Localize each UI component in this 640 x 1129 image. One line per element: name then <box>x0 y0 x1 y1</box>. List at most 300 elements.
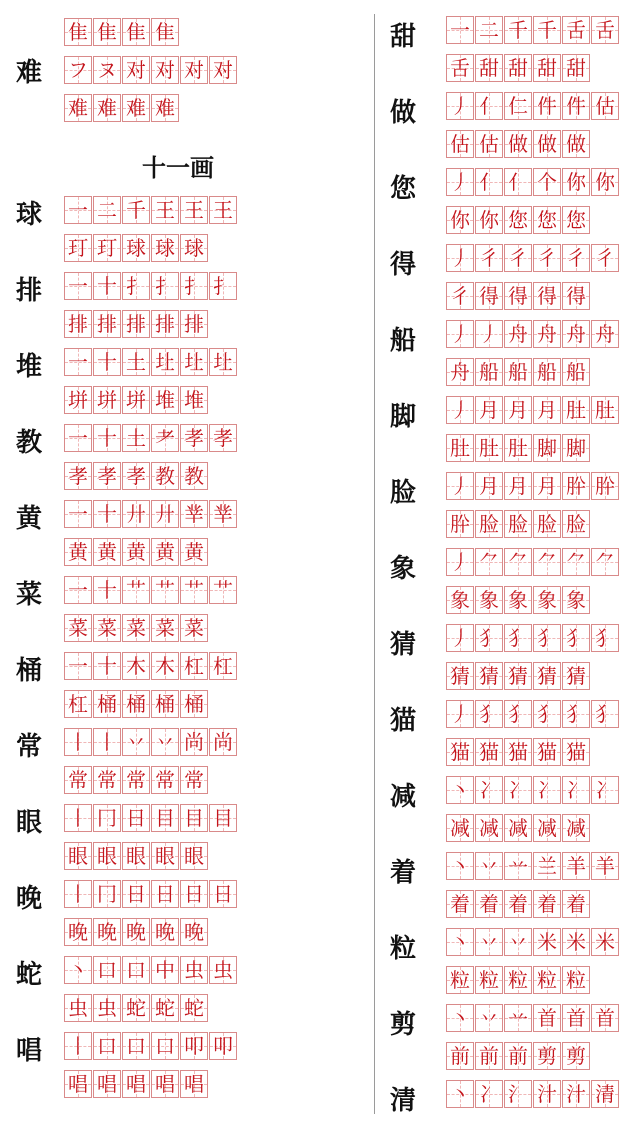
stroke-cell: 做 <box>533 130 561 158</box>
target-character: 常 <box>15 732 42 762</box>
stroke-row <box>446 282 591 310</box>
stroke-cell: 中 <box>151 956 179 984</box>
stroke-row <box>64 500 238 528</box>
stroke-cell: 犭 <box>562 624 590 652</box>
stroke-cell: 木 <box>151 652 179 680</box>
stroke-cell: 桶 <box>180 690 208 718</box>
stroke-row <box>64 614 209 642</box>
stroke-row <box>446 92 620 120</box>
stroke-cell: 丿 <box>446 168 474 196</box>
stroke-cell: 唱 <box>151 1070 179 1098</box>
stroke-cell: 猫 <box>475 738 503 766</box>
stroke-cell: 丷 <box>504 928 532 956</box>
stroke-cell: 月 <box>533 472 561 500</box>
stroke-cell: 丿 <box>475 320 503 348</box>
stroke-cell: 月 <box>504 396 532 424</box>
stroke-cell: 堆 <box>180 386 208 414</box>
stroke-cell: 口 <box>151 1032 179 1060</box>
stroke-cell: 难 <box>64 94 92 122</box>
stroke-cell: 叩 <box>180 1032 208 1060</box>
stroke-cell: 冫 <box>475 776 503 804</box>
stroke-cell: 您 <box>533 206 561 234</box>
stroke-row <box>446 54 591 82</box>
stroke-cell: 目 <box>151 804 179 832</box>
stroke-cell: 估 <box>475 130 503 158</box>
stroke-cell: 粒 <box>562 966 590 994</box>
stroke-cell: 得 <box>475 282 503 310</box>
stroke-row <box>446 358 591 386</box>
stroke-cell: 肚 <box>562 396 590 424</box>
stroke-cell: 脸 <box>475 510 503 538</box>
stroke-cell: 十 <box>93 272 121 300</box>
stroke-cell: 亻 <box>504 168 532 196</box>
stroke-cell: 丨 <box>64 880 92 908</box>
stroke-cell: 肸 <box>446 510 474 538</box>
stroke-cell: 土 <box>122 424 150 452</box>
stroke-cell: 你 <box>446 206 474 234</box>
stroke-cell: 猫 <box>446 738 474 766</box>
stroke-row <box>64 196 238 224</box>
stroke-cell: 孝 <box>209 424 237 452</box>
stroke-cell: 艹 <box>151 576 179 604</box>
stroke-cell: 肚 <box>475 434 503 462</box>
stroke-cell: 廾 <box>122 500 150 528</box>
stroke-cell: 晚 <box>180 918 208 946</box>
stroke-cell: ⺈ <box>562 548 590 576</box>
stroke-cell: 孝 <box>93 462 121 490</box>
stroke-cell: 圵 <box>209 348 237 376</box>
stroke-cell: 船 <box>533 358 561 386</box>
stroke-cell: 脸 <box>533 510 561 538</box>
stroke-cell: 艹 <box>209 576 237 604</box>
stroke-cell: 日 <box>151 880 179 908</box>
stroke-cell: 丨 <box>64 1032 92 1060</box>
stroke-cell: 肸 <box>562 472 590 500</box>
stroke-row <box>64 94 180 122</box>
stroke-row <box>446 624 620 652</box>
stroke-cell: 垪 <box>64 386 92 414</box>
stroke-cell: 犭 <box>504 700 532 728</box>
stroke-row <box>64 234 209 262</box>
stroke-cell: 粒 <box>475 966 503 994</box>
stroke-cell: 王 <box>180 196 208 224</box>
stroke-row <box>64 348 238 376</box>
target-character: 球 <box>15 200 42 230</box>
stroke-cell: 对 <box>122 56 150 84</box>
stroke-cell: フ <box>64 56 92 84</box>
target-character: 您 <box>389 174 416 204</box>
stroke-cell: 首 <box>591 1004 619 1032</box>
stroke-cell: 粒 <box>504 966 532 994</box>
target-character: 黄 <box>15 504 42 534</box>
stroke-cell: 艹 <box>180 576 208 604</box>
stroke-cell: 常 <box>180 766 208 794</box>
stroke-cell: 日 <box>209 880 237 908</box>
stroke-cell: 二 <box>475 16 503 44</box>
stroke-cell: 着 <box>562 890 590 918</box>
target-character: 唱 <box>15 1036 42 1066</box>
stroke-cell: 米 <box>533 928 561 956</box>
stroke-cell: 冫 <box>504 776 532 804</box>
stroke-cell: 丿 <box>446 320 474 348</box>
stroke-cell: 䒑 <box>504 852 532 880</box>
section-title: 十一画 <box>142 153 214 182</box>
stroke-cell: 虫 <box>93 994 121 1022</box>
stroke-cell: 着 <box>446 890 474 918</box>
stroke-cell: 彳 <box>533 244 561 272</box>
stroke-cell: 犭 <box>533 624 561 652</box>
stroke-cell: 玎 <box>93 234 121 262</box>
stroke-cell: 杠 <box>64 690 92 718</box>
target-character: 猫 <box>389 706 416 736</box>
stroke-row <box>446 434 591 462</box>
stroke-cell: 对 <box>151 56 179 84</box>
stroke-row <box>64 956 238 984</box>
stroke-row <box>64 842 209 870</box>
target-character: 难 <box>15 58 42 88</box>
stroke-row <box>446 396 620 424</box>
stroke-cell: 羊 <box>562 852 590 880</box>
stroke-cell: 隹 <box>122 18 150 46</box>
stroke-cell: 千 <box>533 16 561 44</box>
stroke-row <box>64 766 209 794</box>
stroke-cell: 千 <box>122 196 150 224</box>
stroke-cell: 圵 <box>151 348 179 376</box>
stroke-cell: 羊 <box>591 852 619 880</box>
stroke-cell: 黄 <box>122 538 150 566</box>
stroke-cell: 教 <box>151 462 179 490</box>
stroke-row <box>446 662 591 690</box>
stroke-cell: 难 <box>151 94 179 122</box>
stroke-cell: 首 <box>562 1004 590 1032</box>
stroke-cell: 对 <box>180 56 208 84</box>
stroke-cell: 菜 <box>122 614 150 642</box>
stroke-row <box>446 586 591 614</box>
stroke-row <box>446 206 591 234</box>
stroke-cell: 彳 <box>562 244 590 272</box>
stroke-cell: 眼 <box>180 842 208 870</box>
stroke-row <box>446 510 591 538</box>
stroke-cell: 猫 <box>504 738 532 766</box>
stroke-cell: 隹 <box>151 18 179 46</box>
stroke-cell: 丶 <box>64 956 92 984</box>
stroke-cell: 垪 <box>93 386 121 414</box>
stroke-cell: 冂 <box>93 880 121 908</box>
stroke-cell: 一 <box>64 196 92 224</box>
stroke-cell: 垪 <box>122 386 150 414</box>
stroke-row <box>446 130 591 158</box>
stroke-cell: 日 <box>180 880 208 908</box>
stroke-cell: 舟 <box>562 320 590 348</box>
target-character: 做 <box>389 98 416 128</box>
stroke-cell: 叩 <box>209 1032 237 1060</box>
stroke-cell: 眼 <box>122 842 150 870</box>
stroke-cell: 蛇 <box>122 994 150 1022</box>
target-character: 清 <box>389 1086 416 1116</box>
stroke-cell: 晚 <box>151 918 179 946</box>
stroke-cell: 虫 <box>180 956 208 984</box>
stroke-cell: 一 <box>64 424 92 452</box>
stroke-cell: 常 <box>151 766 179 794</box>
stroke-row <box>64 424 238 452</box>
target-character: 剪 <box>389 1010 416 1040</box>
stroke-cell: 脚 <box>533 434 561 462</box>
stroke-cell: 黄 <box>64 538 92 566</box>
stroke-cell: 一 <box>446 16 474 44</box>
stroke-cell: 难 <box>122 94 150 122</box>
stroke-cell: 得 <box>533 282 561 310</box>
stroke-cell: 木 <box>122 652 150 680</box>
column-divider <box>374 14 375 1114</box>
stroke-row <box>446 472 620 500</box>
stroke-cell: 排 <box>64 310 92 338</box>
stroke-cell: 你 <box>475 206 503 234</box>
stroke-cell: 扌 <box>180 272 208 300</box>
stroke-cell: 肸 <box>591 472 619 500</box>
stroke-cell: 脸 <box>504 510 532 538</box>
stroke-cell: 做 <box>562 130 590 158</box>
stroke-cell: 甜 <box>475 54 503 82</box>
target-character: 眼 <box>15 808 42 838</box>
stroke-cell: ⺈ <box>504 548 532 576</box>
stroke-cell: 彳 <box>475 244 503 272</box>
stroke-cell: 犭 <box>591 700 619 728</box>
stroke-cell: 丿 <box>446 548 474 576</box>
stroke-cell: 尚 <box>209 728 237 756</box>
stroke-row <box>446 966 591 994</box>
stroke-cell: 丷 <box>475 852 503 880</box>
stroke-row <box>64 1032 238 1060</box>
stroke-cell: 象 <box>446 586 474 614</box>
stroke-cell: 排 <box>122 310 150 338</box>
stroke-cell: 晚 <box>93 918 121 946</box>
stroke-cell: 做 <box>504 130 532 158</box>
stroke-cell: 丿 <box>446 244 474 272</box>
stroke-cell: 猜 <box>446 662 474 690</box>
stroke-cell: 一 <box>64 272 92 300</box>
stroke-cell: 亻 <box>475 168 503 196</box>
stroke-cell: ヌ <box>93 56 121 84</box>
stroke-cell: 月 <box>475 396 503 424</box>
stroke-cell: 黄 <box>151 538 179 566</box>
stroke-cell: 丨 <box>64 728 92 756</box>
stroke-row <box>446 852 620 880</box>
stroke-cell: 十 <box>93 652 121 680</box>
stroke-cell: 米 <box>562 928 590 956</box>
stroke-row <box>446 320 620 348</box>
stroke-cell: 仁 <box>504 92 532 120</box>
stroke-cell: 十 <box>93 500 121 528</box>
target-character: 粒 <box>389 934 416 964</box>
stroke-cell: 前 <box>446 1042 474 1070</box>
stroke-cell: 象 <box>533 586 561 614</box>
stroke-cell: 一 <box>64 652 92 680</box>
stroke-row <box>446 814 591 842</box>
stroke-cell: 难 <box>93 94 121 122</box>
stroke-cell: 丶 <box>446 928 474 956</box>
target-character: 得 <box>389 250 416 280</box>
stroke-row <box>446 928 620 956</box>
stroke-cell: 排 <box>151 310 179 338</box>
stroke-cell: 舟 <box>446 358 474 386</box>
stroke-cell: 猫 <box>533 738 561 766</box>
target-character: 脚 <box>389 402 416 432</box>
stroke-row <box>446 700 620 728</box>
stroke-cell: 唱 <box>180 1070 208 1098</box>
stroke-cell: 孝 <box>64 462 92 490</box>
stroke-cell: 犭 <box>591 624 619 652</box>
stroke-cell: 隹 <box>64 18 92 46</box>
stroke-cell: 丷 <box>475 928 503 956</box>
stroke-cell: 舟 <box>591 320 619 348</box>
stroke-cell: 彳 <box>504 244 532 272</box>
stroke-cell: 犭 <box>533 700 561 728</box>
stroke-cell: 教 <box>180 462 208 490</box>
stroke-cell: 肚 <box>446 434 474 462</box>
stroke-cell: 口 <box>93 956 121 984</box>
stroke-cell: ⺈ <box>591 548 619 576</box>
stroke-cell: 个 <box>533 168 561 196</box>
stroke-cell: 舟 <box>533 320 561 348</box>
stroke-cell: 十 <box>93 576 121 604</box>
stroke-cell: 玎 <box>64 234 92 262</box>
stroke-cell: 十 <box>93 424 121 452</box>
stroke-cell: 着 <box>475 890 503 918</box>
stroke-cell: 菜 <box>64 614 92 642</box>
stroke-cell: 口 <box>93 1032 121 1060</box>
stroke-cell: 桶 <box>122 690 150 718</box>
stroke-cell: 尚 <box>180 728 208 756</box>
stroke-cell: 丨 <box>64 804 92 832</box>
stroke-row <box>446 1080 620 1108</box>
target-character: 堆 <box>15 352 42 382</box>
stroke-cell: 减 <box>475 814 503 842</box>
stroke-cell: 艹 <box>122 576 150 604</box>
stroke-cell: 丨 <box>93 728 121 756</box>
stroke-cell: 隹 <box>93 18 121 46</box>
stroke-row <box>64 728 238 756</box>
stroke-cell: 排 <box>180 310 208 338</box>
stroke-cell: 王 <box>209 196 237 224</box>
stroke-cell: 减 <box>446 814 474 842</box>
stroke-cell: 彳 <box>591 244 619 272</box>
stroke-cell: 丷 <box>151 728 179 756</box>
stroke-cell: 丵 <box>180 500 208 528</box>
stroke-cell: 日 <box>122 804 150 832</box>
stroke-cell: 千 <box>504 16 532 44</box>
stroke-cell: 杠 <box>180 652 208 680</box>
stroke-cell: 蛇 <box>151 994 179 1022</box>
stroke-cell: 舟 <box>504 320 532 348</box>
target-character: 猜 <box>389 630 416 660</box>
stroke-cell: 减 <box>533 814 561 842</box>
stroke-row <box>446 1004 620 1032</box>
stroke-cell: 扌 <box>209 272 237 300</box>
stroke-cell: 减 <box>562 814 590 842</box>
stroke-cell: 月 <box>475 472 503 500</box>
stroke-cell: 日 <box>122 880 150 908</box>
stroke-cell: 得 <box>504 282 532 310</box>
stroke-cell: 目 <box>209 804 237 832</box>
stroke-cell: 犭 <box>475 624 503 652</box>
stroke-cell: 二 <box>93 196 121 224</box>
stroke-cell: 球 <box>180 234 208 262</box>
stroke-cell: 犭 <box>504 624 532 652</box>
stroke-cell: 猫 <box>562 738 590 766</box>
stroke-cell: 甜 <box>562 54 590 82</box>
stroke-cell: 冂 <box>93 804 121 832</box>
stroke-cell: 一 <box>64 500 92 528</box>
stroke-cell: 虫 <box>64 994 92 1022</box>
stroke-cell: 扌 <box>151 272 179 300</box>
stroke-cell: 对 <box>209 56 237 84</box>
stroke-cell: 冫 <box>533 776 561 804</box>
stroke-cell: 汁 <box>562 1080 590 1108</box>
stroke-cell: 你 <box>591 168 619 196</box>
stroke-cell: 十 <box>93 348 121 376</box>
stroke-cell: 清 <box>591 1080 619 1108</box>
stroke-row <box>64 804 238 832</box>
stroke-cell: 肚 <box>591 396 619 424</box>
stroke-cell: 你 <box>562 168 590 196</box>
stroke-cell: 象 <box>562 586 590 614</box>
stroke-row <box>64 18 180 46</box>
stroke-cell: 蛇 <box>180 994 208 1022</box>
stroke-cell: 丵 <box>209 500 237 528</box>
stroke-row <box>64 386 209 414</box>
stroke-cell: 米 <box>591 928 619 956</box>
stroke-cell: 杠 <box>209 652 237 680</box>
stroke-cell: 丿 <box>446 92 474 120</box>
stroke-cell: 兰 <box>533 852 561 880</box>
target-character: 减 <box>389 782 416 812</box>
stroke-row <box>64 462 209 490</box>
stroke-row <box>64 310 209 338</box>
stroke-cell: 粒 <box>446 966 474 994</box>
stroke-row <box>64 1070 209 1098</box>
stroke-cell: 粒 <box>533 966 561 994</box>
stroke-cell: 唱 <box>64 1070 92 1098</box>
stroke-cell: 件 <box>562 92 590 120</box>
stroke-cell: 虫 <box>209 956 237 984</box>
stroke-cell: 舌 <box>446 54 474 82</box>
stroke-cell: 晚 <box>64 918 92 946</box>
stroke-cell: 圵 <box>180 348 208 376</box>
stroke-row <box>64 918 209 946</box>
stroke-cell: 球 <box>151 234 179 262</box>
stroke-cell: 船 <box>562 358 590 386</box>
stroke-cell: 菜 <box>151 614 179 642</box>
stroke-cell: 丿 <box>446 472 474 500</box>
stroke-row <box>446 16 620 44</box>
stroke-cell: 首 <box>533 1004 561 1032</box>
stroke-cell: 晚 <box>122 918 150 946</box>
stroke-row <box>446 738 591 766</box>
stroke-cell: 一 <box>64 348 92 376</box>
stroke-cell: 桶 <box>93 690 121 718</box>
stroke-cell: 丶 <box>446 852 474 880</box>
stroke-cell: 得 <box>562 282 590 310</box>
stroke-cell: 常 <box>93 766 121 794</box>
stroke-cell: 船 <box>475 358 503 386</box>
stroke-cell: 黄 <box>180 538 208 566</box>
stroke-cell: 剪 <box>533 1042 561 1070</box>
stroke-cell: 剪 <box>562 1042 590 1070</box>
stroke-cell: 着 <box>504 890 532 918</box>
stroke-cell: 常 <box>64 766 92 794</box>
stroke-cell: 犭 <box>562 700 590 728</box>
stroke-cell: 土 <box>122 348 150 376</box>
